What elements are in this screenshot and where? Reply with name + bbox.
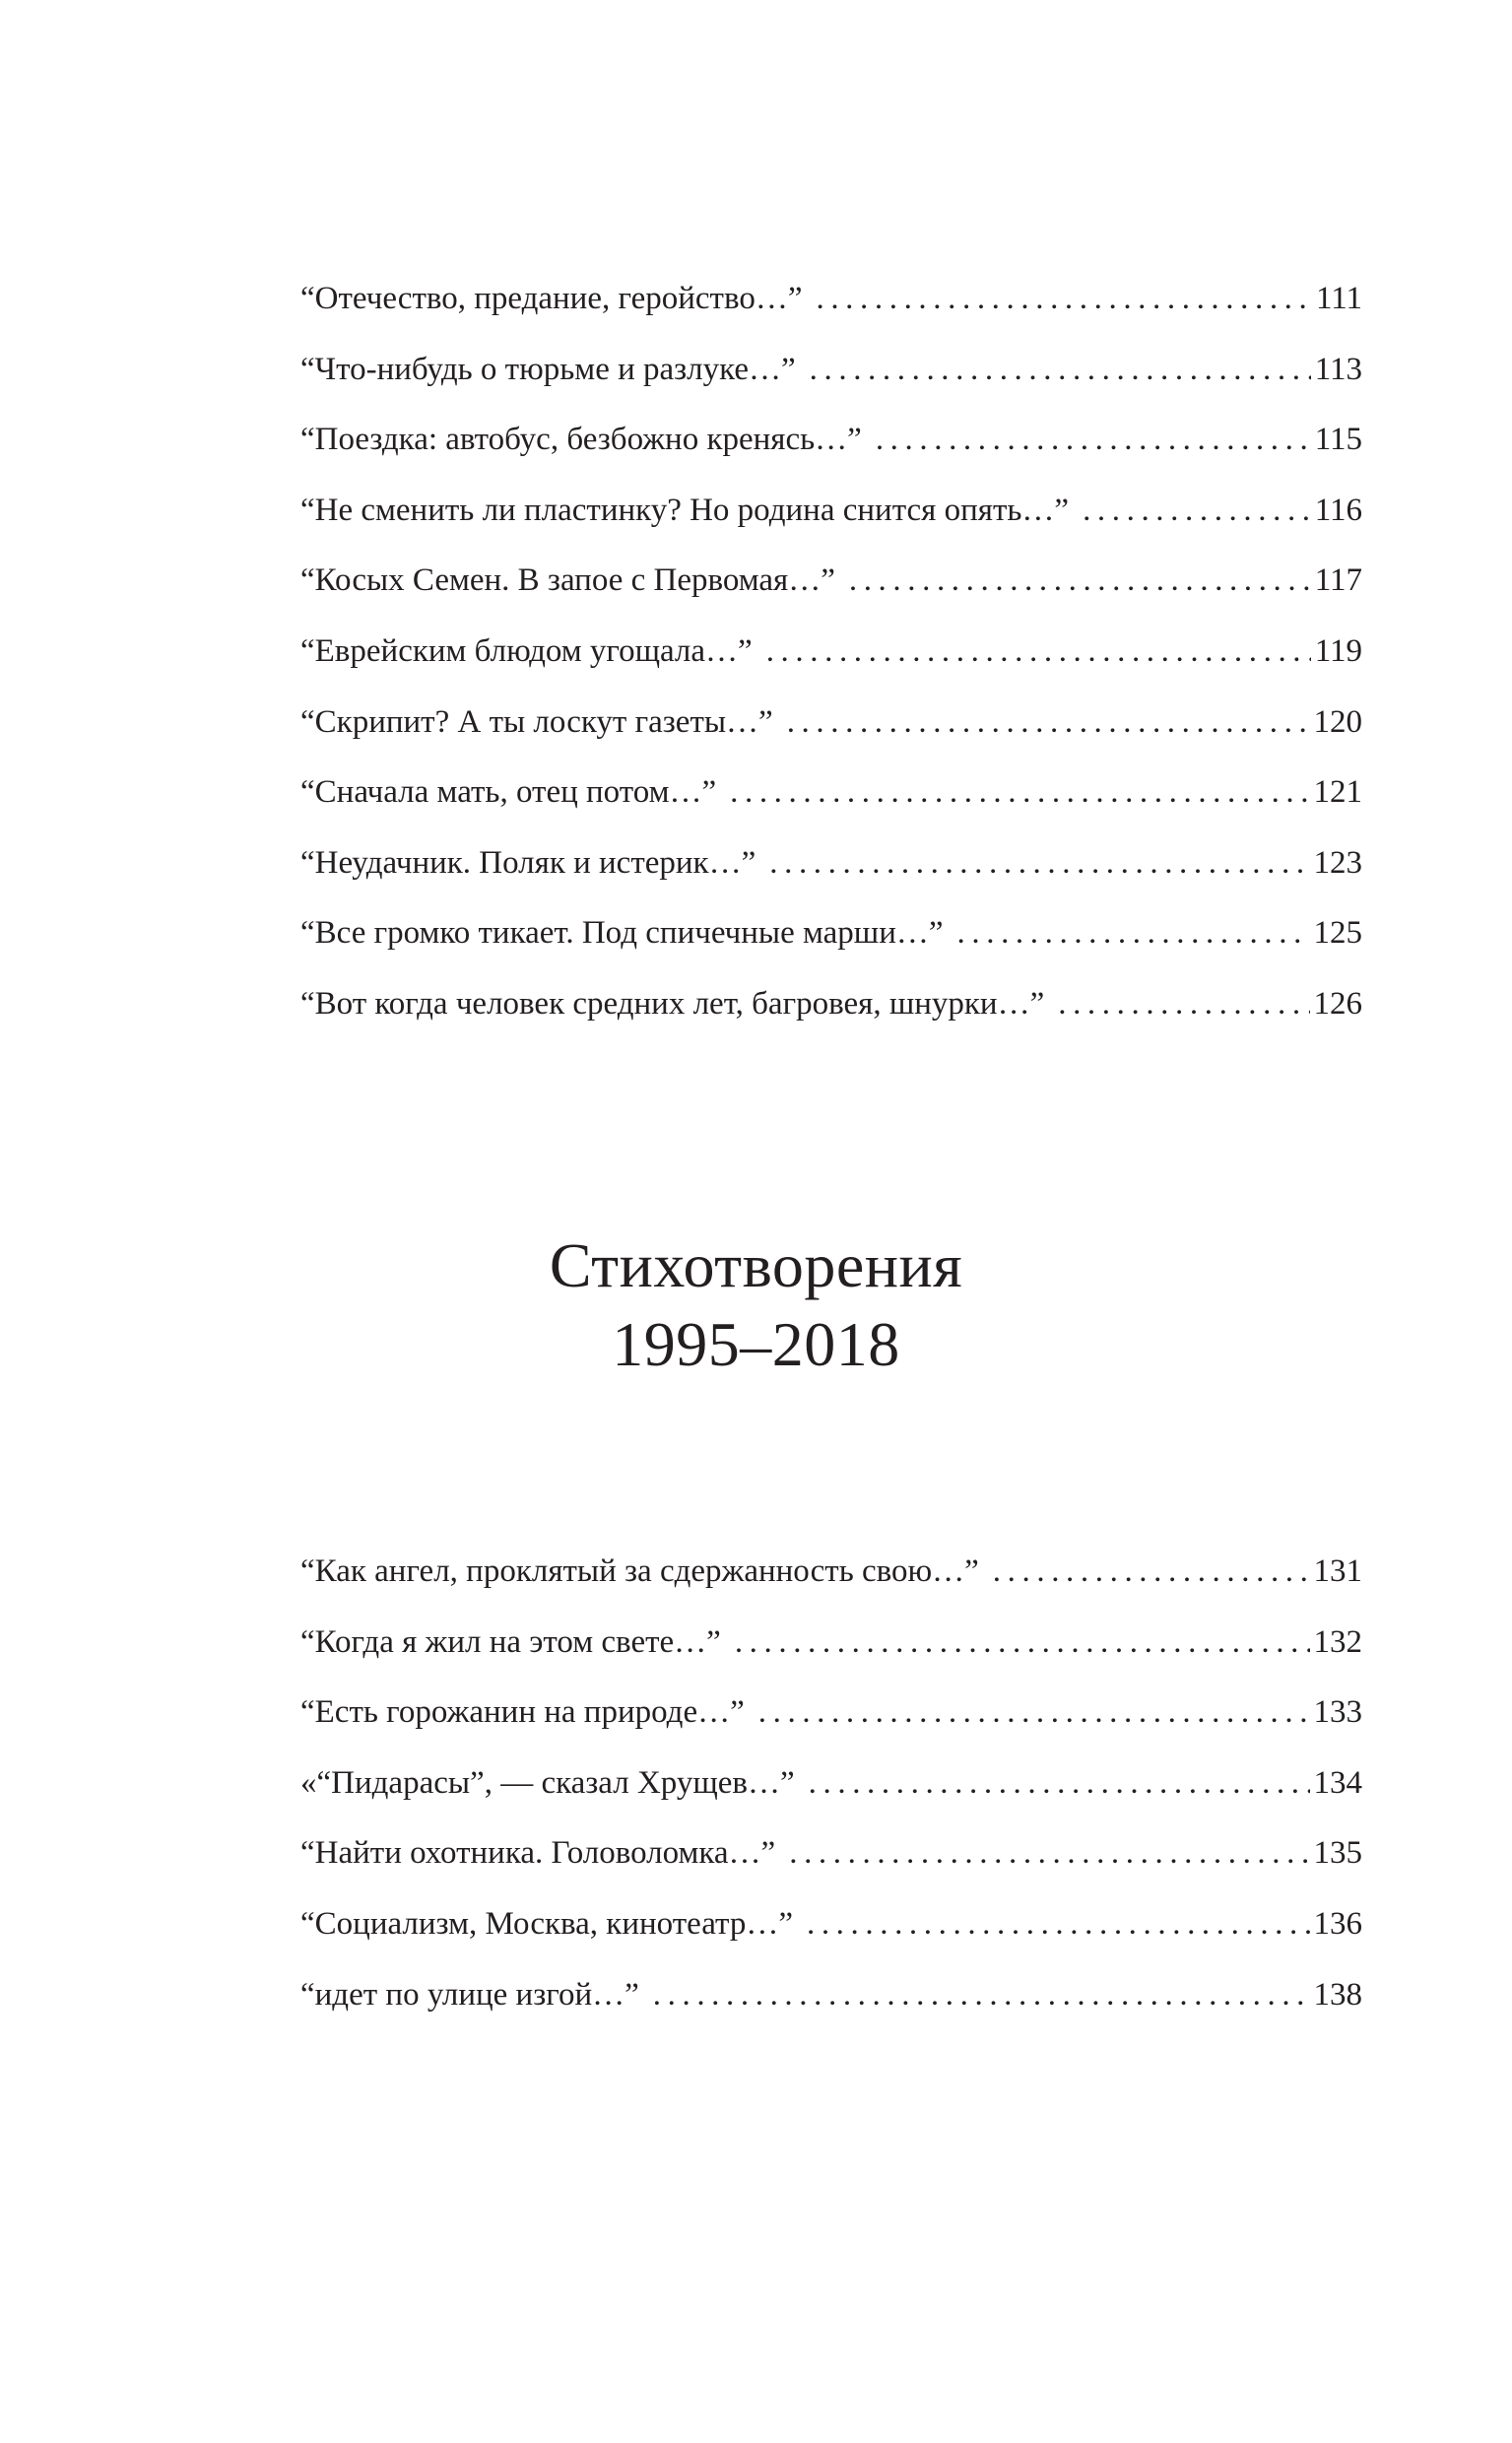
toc-entry-title: “Не сменить ли пластинку? Но родина снится опять…”: [300, 492, 1070, 528]
toc-leader-dots: [957, 898, 1310, 969]
toc-leader-dots: [758, 1678, 1310, 1749]
toc-entry[interactable]: [300, 1818, 1362, 1889]
toc-entry-page: 131: [1313, 1553, 1362, 1589]
toc-entry[interactable]: [300, 828, 1362, 899]
toc-entry-page: 136: [1313, 1905, 1362, 1942]
toc-entry-title: “Косых Семен. В запое с Первомая…”: [300, 562, 835, 599]
toc-entry-title: “Найти охотника. Головоломка…”: [300, 1835, 776, 1872]
toc-entry[interactable]: [300, 1960, 1362, 2031]
toc-entry-title: “Когда я жил на этом свете…”: [300, 1623, 721, 1660]
toc-leader-dots: [1083, 476, 1311, 547]
toc-entry[interactable]: [300, 476, 1362, 547]
toc-entry[interactable]: [300, 898, 1362, 969]
toc-entry[interactable]: [300, 546, 1362, 617]
toc-entry[interactable]: [300, 617, 1362, 688]
toc-leader-dots: [816, 264, 1311, 335]
toc-entry-page: 125: [1313, 915, 1362, 952]
toc-entry-title: «“Пидарасы”, — сказал Хрущев…”: [300, 1764, 795, 1801]
toc-entry-title: “Отечество, предание, геройство…”: [300, 281, 803, 316]
toc-leader-dots: [789, 1818, 1309, 1889]
toc-entry-page: 121: [1313, 774, 1362, 811]
toc-entry-page: 111: [1315, 281, 1362, 316]
toc-leader-dots: [849, 546, 1311, 617]
toc-entry[interactable]: [300, 264, 1362, 335]
toc-entry-title: “Еврейским блюдом угощала…”: [300, 632, 753, 669]
toc-entry-page: 116: [1314, 492, 1362, 528]
toc-entry-page: 120: [1313, 703, 1362, 740]
toc-entry-title: “идет по улице изгой…”: [300, 1976, 639, 2013]
toc-entry-title: “Есть горожанин на природе…”: [300, 1694, 745, 1731]
toc-entry-title: “Как ангел, проклятый за сдержанность свою…”: [300, 1553, 979, 1589]
toc-entry-title: “Вот когда человек средних лет, багровея, шнурки…”: [300, 985, 1045, 1022]
toc-entry[interactable]: [300, 1889, 1362, 1960]
toc-entry-title: “Скрипит? А ты лоскут газеты…”: [300, 703, 773, 740]
toc-entry-page: 133: [1313, 1694, 1362, 1731]
toc-entry[interactable]: [300, 1537, 1362, 1608]
toc-entry[interactable]: [300, 1608, 1362, 1679]
toc-leader-dots: [809, 1749, 1310, 1819]
toc-entry-page: 138: [1313, 1976, 1362, 2013]
toc-entry-title: “Сначала мать, отец потом…”: [300, 774, 717, 811]
toc-entry-title: “Что-нибудь о тюрьме и разлуке…”: [300, 351, 796, 387]
toc-list-bottom: [300, 1537, 1362, 2030]
toc-leader-dots: [735, 1608, 1310, 1679]
toc-entry-title: “Неудачник. Поляк и истерик…”: [300, 844, 756, 881]
toc-leader-dots: [1058, 969, 1309, 1040]
toc-leader-dots: [876, 405, 1311, 476]
toc-entry-title: “Социализм, Москва, кинотеатр…”: [300, 1905, 793, 1942]
toc-entry-page: 132: [1313, 1623, 1362, 1660]
toc-entry[interactable]: [300, 335, 1362, 406]
toc-entry-page: 119: [1314, 632, 1362, 669]
toc-leader-dots: [810, 335, 1311, 406]
toc-entry-page: 117: [1314, 562, 1362, 599]
toc-leader-dots: [730, 758, 1309, 828]
toc-entry-page: 115: [1314, 422, 1362, 458]
toc-entry-page: 135: [1313, 1835, 1362, 1872]
toc-leader-dots: [807, 1889, 1310, 1960]
toc-entry[interactable]: [300, 1749, 1362, 1819]
toc-entry-page: 126: [1313, 985, 1362, 1022]
toc-entry[interactable]: [300, 969, 1362, 1040]
toc-leader-dots: [787, 688, 1310, 759]
toc-entry-page: 134: [1313, 1764, 1362, 1801]
toc-entry[interactable]: [300, 758, 1362, 828]
toc-entry-page: 113: [1314, 351, 1362, 387]
section-title: Стихотворения: [549, 1230, 963, 1300]
toc-entry[interactable]: [300, 1678, 1362, 1749]
toc-entry[interactable]: [300, 405, 1362, 476]
toc-list-top: [300, 264, 1362, 1040]
toc-leader-dots: [653, 1960, 1310, 2031]
toc-entry-title: “Поездка: автобус, безбожно кренясь…”: [300, 422, 862, 458]
toc-leader-dots: [769, 828, 1309, 899]
section-years: 1995–2018: [612, 1309, 900, 1379]
toc-leader-dots: [766, 617, 1311, 688]
toc-entry-page: 123: [1313, 844, 1362, 881]
toc-entry[interactable]: [300, 688, 1362, 759]
toc-leader-dots: [993, 1537, 1310, 1608]
toc-entry-title: “Все громко тикает. Под спичечные марши…”: [300, 915, 944, 952]
